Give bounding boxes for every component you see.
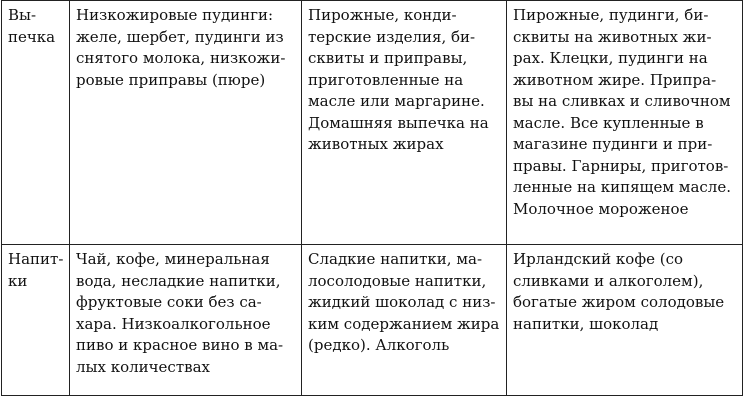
table-cell: [507, 1, 743, 245]
category-cell: [2, 245, 70, 396]
table-cell: [302, 245, 507, 396]
diet-table: [1, 0, 743, 396]
cell-text: Чай, кофе, минеральная вода, несладкие напитки, фруктовые соки без са- хара. Низкоалкогольное пиво и красное вино в ма- лых количествах: [76, 250, 284, 376]
cell-text: Низкожировые пудинги: желе, шербет, пудинги из снятого молока, низкожи- ровые приправы (пюре): [76, 6, 286, 89]
cell-text: Ирландский кофе (со сливками и алкоголем), богатые жиром солодовые напитки, шоколад: [513, 250, 725, 333]
table-cell: [507, 245, 743, 396]
category-label: Вы- печка: [8, 6, 56, 46]
cell-text: Пирожные, пудинги, би- сквиты на животных жи- рах. Клецки, пудинги на животном жире. Припра- вы на сливках и сливочном масле. Все купленные в магазине пудинги и при- правы. Гарниры, приготов- ленные на кипящем масле. Молочное мороженое: [513, 6, 731, 218]
table-cell: [70, 245, 302, 396]
category-cell: [2, 1, 70, 245]
cell-text: Пирожные, конди- терские изделия, би- сквиты и приправы, приготовленные на масле или маргарине. Домашняя выпечка на животных жирах: [308, 6, 489, 153]
table-row-baking: [2, 1, 743, 245]
table-cell: [302, 1, 507, 245]
table-row-drinks: [2, 245, 743, 396]
table-cell: [70, 1, 302, 245]
category-label: Напит- ки: [8, 250, 64, 290]
cell-text: Сладкие напитки, ма- лосолодовые напитки, жидкий шоколад с низ- ким содержанием жира (редко). Алкоголь: [308, 250, 500, 354]
